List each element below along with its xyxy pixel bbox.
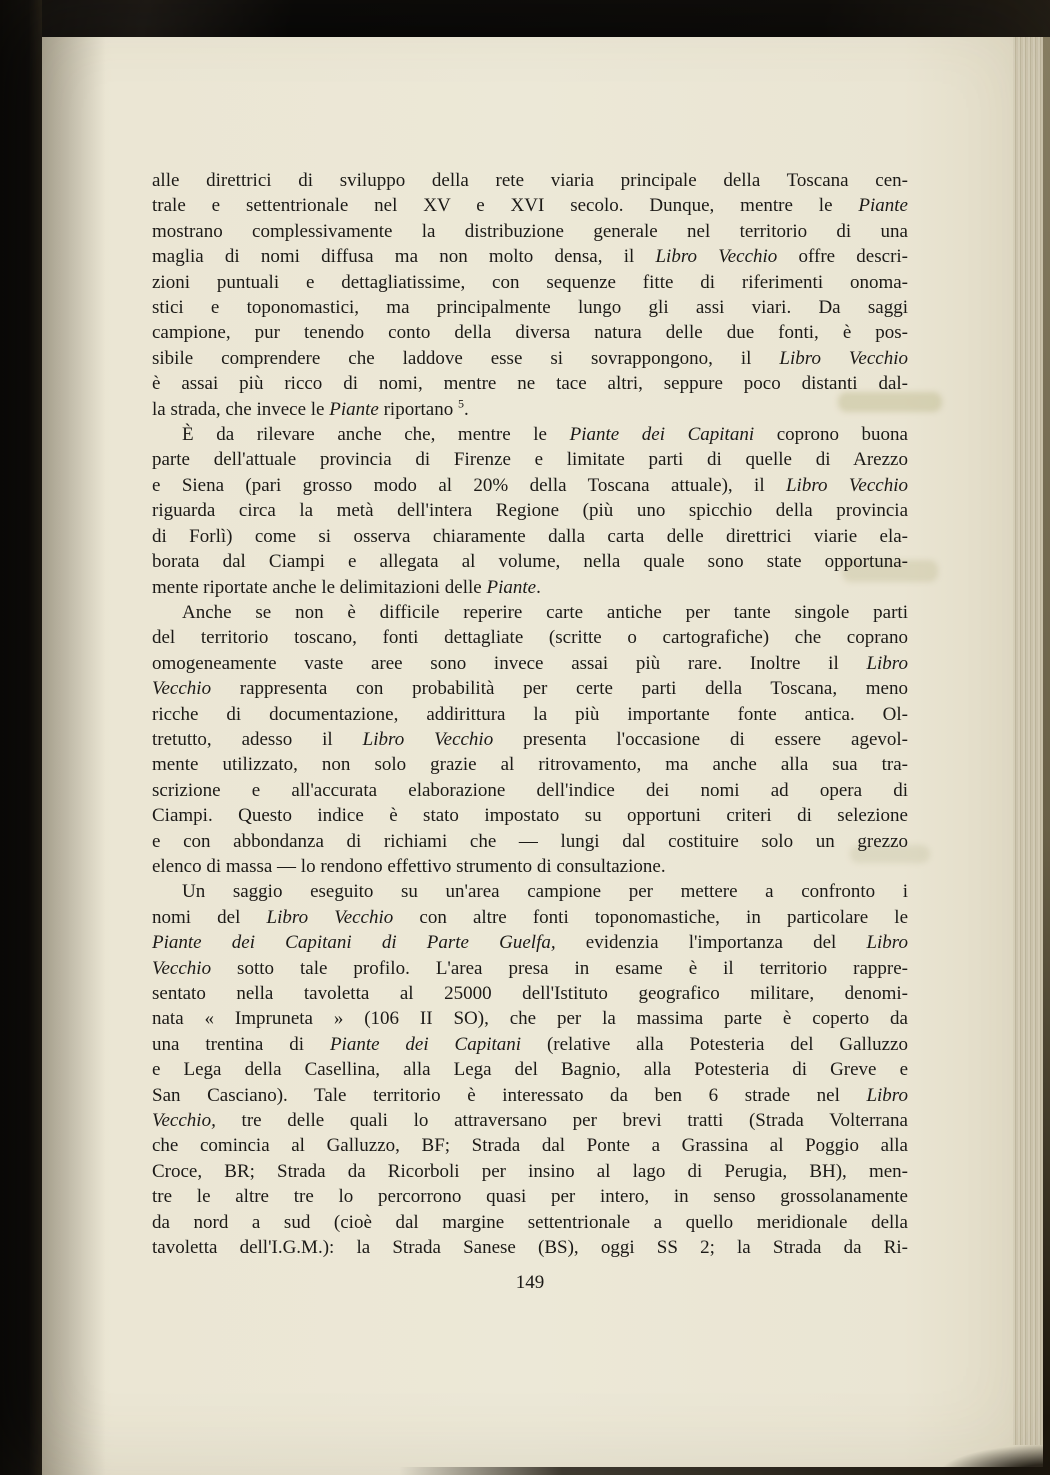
text-line <box>152 397 908 422</box>
italic-run: Libro <box>866 1084 908 1106</box>
text-run: riportano <box>378 398 458 420</box>
book-edge-top <box>0 0 1050 37</box>
text-run: e Siena (pari grosso modo al 20% della Toscana attuale), il <box>152 474 786 496</box>
paragraph <box>152 879 908 1260</box>
text-line <box>152 244 908 269</box>
text-run: maglia di nomi diffusa ma non molto densa, il <box>152 246 656 268</box>
italic-run: Piante <box>329 398 379 420</box>
text-run: coprono buona <box>754 424 908 446</box>
text-line <box>152 956 908 981</box>
text-run: ricche di documentazione, addirittura la più importante fonte antica. Ol- <box>152 703 908 725</box>
text-line <box>152 346 908 371</box>
italic-run: Libro <box>866 652 908 674</box>
text-line <box>152 1133 908 1158</box>
text-line <box>152 1184 908 1209</box>
text-line <box>152 371 908 396</box>
text-line <box>152 422 908 447</box>
text-run: Ciampi. Questo indice è stato impostato su opportuni criteri di selezione <box>152 805 908 827</box>
text-run: rappresenta con probabilità per certe parti della Toscana, meno <box>211 678 908 700</box>
text-run: alle direttrici di sviluppo della rete viaria principale della Toscana cen- <box>152 170 908 191</box>
text-line <box>152 320 908 345</box>
text-run: omogeneamente vaste aree sono invece assai più rare. Inoltre il <box>152 652 867 674</box>
text-run: di Forlì) come si osserva chiaramente dalla carta delle direttrici viarie ela- <box>152 525 908 547</box>
text-line <box>152 1108 908 1133</box>
text-run: borata dal Ciampi e allegata al volume, nella quale sono state opportuna- <box>152 551 908 573</box>
italic-run: Piante dei Capitani di Parte Guelfa, <box>152 932 556 954</box>
text-line <box>152 778 908 803</box>
text-run: mostrano complessivamente la distribuzione generale nel territorio di una <box>152 220 908 242</box>
text-run: San Casciano). Tale territorio è interessato da ben 6 strade nel <box>152 1084 867 1106</box>
text-line <box>152 625 908 650</box>
text-line <box>152 1235 908 1260</box>
body-text <box>152 168 908 1260</box>
text-line <box>152 168 908 193</box>
text-line <box>152 905 908 930</box>
italic-run: Piante <box>486 576 537 598</box>
page-edge-stack <box>1013 37 1043 1445</box>
text-line <box>152 219 908 244</box>
text-line <box>152 473 908 498</box>
text-line <box>152 1032 908 1057</box>
text-run: Un saggio eseguito su un'area campione per mettere a confronto i <box>182 881 908 903</box>
italic-run: Vecchio, <box>152 1110 216 1132</box>
paragraph <box>152 168 908 422</box>
text-run: presenta l'occasione di essere agevol- <box>493 728 908 750</box>
text-run: sotto tale profilo. L'area presa in esame è il territorio rappre- <box>211 957 908 979</box>
text-run: nomi del <box>152 906 267 928</box>
text-run: che comincia al Galluzzo, BF; Strada dal Ponte a Grassina al Poggio alla <box>152 1135 908 1157</box>
text-run: trale e settentrionale nel XV e XVI secolo. Dunque, mentre le <box>152 195 859 217</box>
text-run: offre descri- <box>777 246 908 268</box>
text-run: . <box>536 576 541 598</box>
corner-shadow <box>940 1445 1050 1475</box>
text-run: stici e toponomastici, ma principalmente lungo gli assi viari. Da saggi <box>152 297 908 319</box>
text-line <box>152 193 908 218</box>
text-run: scrizione e all'accurata elaborazione dell'indice dei nomi ad opera di <box>152 779 908 801</box>
text-line <box>152 702 908 727</box>
italic-run: Libro Vecchio <box>266 906 394 928</box>
text-run: mente riportate anche le delimitazioni delle <box>152 576 487 598</box>
text-run: campione, pur tenendo conto della diversa natura delle due fonti, è pos- <box>152 322 908 344</box>
italic-run: Vecchio <box>152 678 212 700</box>
text-line <box>152 1159 908 1184</box>
text-line <box>152 1006 908 1031</box>
text-line <box>152 447 908 472</box>
text-line <box>152 1210 908 1235</box>
text-run: da nord a sud (cioè dal margine settentrionale a quello meridionale della <box>152 1211 908 1233</box>
footnote-marker: 5 <box>458 396 464 411</box>
text-line <box>152 549 908 574</box>
text-run: una trentina di <box>152 1033 330 1055</box>
text-run: nata « Impruneta » (106 II SO), che per la massima parte è coperto da <box>152 1008 908 1030</box>
text-run: mente utilizzato, non solo grazie al ritrovamento, ma anche alla sua tra- <box>152 754 908 776</box>
text-run: È da rilevare anche che, mentre le <box>182 424 570 446</box>
italic-run: Libro Vecchio <box>655 246 778 268</box>
text-line <box>152 575 908 600</box>
text-run: Anche se non è difficile reperire carte antiche per tante singole parti <box>182 601 908 623</box>
text-line <box>152 600 908 625</box>
text-run: del territorio toscano, fonti dettagliate (scritte o cartografiche) che coprano <box>152 627 908 649</box>
italic-run: Libro Vecchio <box>785 474 908 496</box>
text-run: sibile comprendere che laddove esse si sovrappongono, il <box>152 347 780 369</box>
text-run: evidenzia l'importanza del <box>555 932 867 954</box>
text-line <box>152 676 908 701</box>
text-line <box>152 829 908 854</box>
text-line <box>152 803 908 828</box>
italic-run: Libro <box>866 932 908 954</box>
text-run: è assai più ricco di nomi, mentre ne tace altri, seppure poco distanti dal- <box>152 373 908 395</box>
book-spine-edge <box>0 0 42 1475</box>
text-run: tre delle quali lo attraversano per brevi tratti (Strada Volterrana <box>215 1110 908 1132</box>
text-run: (relative alla Potesteria del Galluzzo <box>521 1033 908 1055</box>
text-run: con altre fonti toponomastiche, in particolare le <box>393 906 908 928</box>
text-line <box>152 930 908 955</box>
text-line <box>152 879 908 904</box>
italic-run: Piante dei Capitani <box>329 1033 522 1055</box>
text-line <box>152 295 908 320</box>
text-line <box>152 854 908 879</box>
text-run: . <box>464 398 469 420</box>
page-number: 149 <box>515 1272 545 1293</box>
text-run: tretutto, adesso il <box>152 728 363 750</box>
text-run: tavoletta dell'I.G.M.): la Strada Sanese (BS), oggi SS 2; la Strada da Ri- <box>152 1237 908 1259</box>
italic-run: Piante dei Capitani <box>569 424 755 446</box>
text-run: sentato nella tavoletta al 25000 dell'Istituto geografico militare, denomi- <box>152 983 908 1004</box>
text-run: elenco di massa — lo rendono effettivo strumento di consultazione. <box>152 855 666 877</box>
text-line <box>152 981 908 1006</box>
text-line <box>152 651 908 676</box>
paragraph <box>152 600 908 879</box>
text-line <box>152 270 908 295</box>
page-edge-right <box>1043 37 1050 1475</box>
text-run: e Lega della Casellina, alla Lega del Bagnio, alla Potesteria di Greve e <box>152 1059 908 1081</box>
italic-run: Libro Vecchio <box>779 347 908 369</box>
italic-run: Vecchio <box>152 957 212 979</box>
text-line <box>152 524 908 549</box>
text-run: zioni puntuali e dettagliatissime, con sequenze fitte di riferimenti onoma- <box>152 271 908 293</box>
text-line <box>152 498 908 523</box>
text-line <box>152 1057 908 1082</box>
text-run: e con abbondanza di richiami che — lungi dal costituire solo un grezzo <box>152 830 908 852</box>
gutter-shadow <box>42 0 106 1475</box>
italic-run: Piante <box>858 195 908 217</box>
text-run: tre le altre tre lo percorrono quasi per intero, in senso grossolanamente <box>152 1186 908 1208</box>
text-run: parte dell'attuale provincia di Firenze e limitate parti di quelle di Arezzo <box>152 449 908 471</box>
text-line <box>152 727 908 752</box>
paragraph <box>152 422 908 600</box>
text-run: riguarda circa la metà dell'intera Regione (più uno spicchio della provincia <box>152 500 908 522</box>
text-run: la strada, che invece le <box>152 398 330 420</box>
italic-run: Libro Vecchio <box>362 728 494 750</box>
text-run: Croce, BR; Strada da Ricorboli per insino al lago di Perugia, BH), men- <box>152 1160 908 1182</box>
text-line <box>152 1083 908 1108</box>
text-line <box>152 752 908 777</box>
